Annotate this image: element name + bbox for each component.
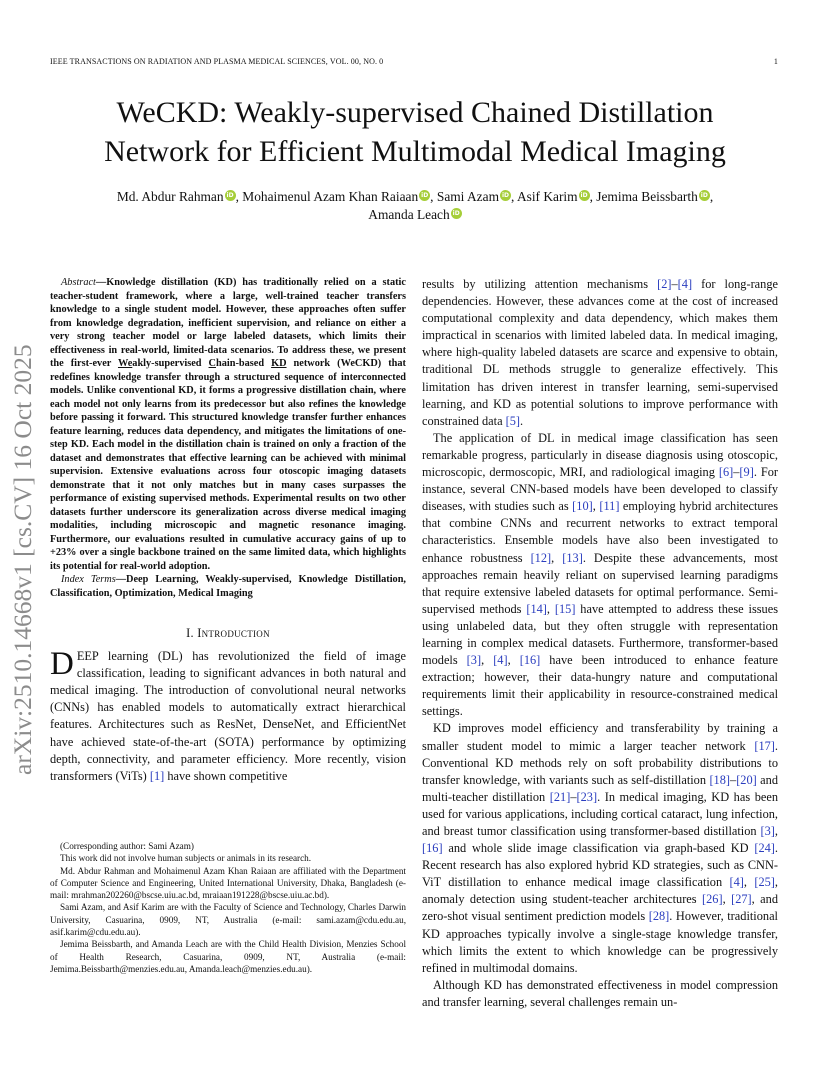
citation-link[interactable]: [3] xyxy=(760,824,775,838)
left-column xyxy=(50,276,406,785)
citation-link[interactable]: [3] xyxy=(466,653,482,668)
citation-link[interactable]: [16] xyxy=(519,653,541,668)
citation-link[interactable]: [14] xyxy=(526,601,547,616)
citation-link[interactable]: [10] xyxy=(572,499,593,514)
right-column xyxy=(422,276,778,1011)
author-name: Sami Azam xyxy=(436,189,499,204)
footnote-affiliation: Jemima Beissbarth, and Amanda Leach are with the Child Health Division, Menzies School of Health Research, Casuarina, 0909, NT, Australia (e-mail: Jemima.Beissbarth@menzies.edu.au, Amanda.leach@menzies.edu.au). xyxy=(50,939,406,974)
citation-link[interactable]: [18] xyxy=(709,772,731,787)
citation-link[interactable]: [5] xyxy=(505,413,521,428)
paper-title-line-2: Network for Efficient Multimodal Medical Imaging xyxy=(104,135,726,168)
running-header xyxy=(50,57,778,66)
arxiv-identifier-stamp: arXiv:2510.14668v1 [cs.CV] 16 Oct 2025 xyxy=(8,344,37,775)
citation-link[interactable]: [21] xyxy=(549,789,571,804)
citation-link[interactable]: [4] xyxy=(677,277,693,291)
author-name: Asif Karim xyxy=(516,189,578,204)
intro-paragraph: DEEP learning (DL) has revolutionized the field of image classification, leading to significant advances in both natural and medical imaging. The introduction of convolutional neural networks (CNNs) has enabled models to automatically extract hierarchical features. Architectures such as ResNet, DenseNet, and EfficientNet have achieved state-of-the-art (SOTA) performance by optimizing depth, connectivity, and parameter efficiency. More recently, vision transformers (ViTs) [1] have shown competitive xyxy=(50,646,406,783)
citation-link[interactable]: [4] xyxy=(729,875,744,890)
footnote-corresponding: (Corresponding author: Sami Azam) xyxy=(60,841,194,851)
author-name: Jemima Beissbarth xyxy=(596,189,698,204)
body-paragraph: The application of DL in medical image classification has seen remarkable progress, particularly in disease diagnosis using otoscopic, microscopic, dermoscopic, MRI, and radiological imaging [6]–[9]. For instance, several CNN-based models have been developed to classify diseases, with studies such as [10], [11] employing hybrid architectures that combine CNNs and recurrent networks to extract temporal characteristics. Ensemble models have also been investigated to enhance robustness [12], [13]. Despite these advancements, most approaches remain heavily reliant on supervised learning paradigms that require extensive labeled datasets for optimal performance. Semi-supervised methods [14], [15] have attempted to address these issues using unlabeled data, but they often struggle with representation learning in complex medical datasets. Furthermore, transformer-based models [3], [4], [16] have been introduced to enhance feature extraction; however, their data-hungry nature and computational requirements limit their applicability in resource-constrained medical settings. xyxy=(422,430,779,719)
abstract: Abstract—Knowledge distillation (KD) has traditionally relied on a static teacher-student framework, where a large, well-trained teacher transfers knowledge to a single student model. However, these approaches often suffer from knowledge degradation, inefficient supervision, and reliance on either a very strong teacher model or large labeled datasets, which limits their effectiveness in real-world, limited-data scenarios. To address these, we present the first-ever Weakly-supervised Chain-based KD network (WeCKD) that redefines knowledge transfer through a structured sequence of interconnected models. Unlike conventional KD, it forms a progressive distillation chain, where each model not only learns from its predecessor but also refines the knowledge before passing it forward. This structured knowledge transfer further enhances feature learning, reduces data dependency, and mitigates the limitations of one-step KD. Each model in the distillation chain is trained on only a fraction of the dataset and demonstrates that effective learning can be achieved with minimal supervision. Extensive evaluations across four otoscopic imaging datasets demonstrate that it not only matches but in many cases surpasses the performance of existing supervised methods. Experimental results on two other datasets further underscore its generalization across diverse medical imaging modalities, including microscopic and magnetic resonance imaging. Furthermore, our evaluations resulted in cumulative accuracy gains of up to +23% over a single backbone trained on the same limited data, which highlights its potential for real-world adoption. xyxy=(50,277,406,572)
citation-link[interactable]: [4] xyxy=(493,653,508,668)
footnote-ethics: This work did not involve human subjects or animals in its research. xyxy=(60,853,312,864)
author-list: Md. Abdur Rahman iD , Mohaimenul Azam Khan Raiaan iD , Sami Azam iD , Asif Karim iD , Jemima Beissbarth iD , Amanda Leach iD xyxy=(116,189,714,222)
footnotes xyxy=(50,840,406,975)
citation-link[interactable]: [11] xyxy=(599,499,620,514)
citation-link[interactable]: [16] xyxy=(422,841,443,856)
orcid-icon[interactable]: iD xyxy=(226,192,234,199)
footnote-affiliation: Md. Abdur Rahman and Mohaimenul Azam Khan Raiaan are affiliated with the Department of Computer Science and Engineering, United International University, Dhaka, Bangladesh (e-mail: mrahman202260@bscse.uiu.ac.bd, mraiaan191228@bscse.uiu.ac.bd). xyxy=(50,865,406,901)
orcid-icon[interactable]: iD xyxy=(700,192,708,199)
drop-cap: D xyxy=(50,646,74,683)
citation-link[interactable]: [15] xyxy=(554,601,576,616)
journal-name: IEEE TRANSACTIONS ON RADIATION AND PLASMA MEDICAL SCIENCES, VOL. 00, NO. 0 xyxy=(50,57,384,66)
index-terms-label: Index Terms xyxy=(61,574,116,585)
body-paragraph: Although KD has demonstrated effectiveness in model compression and transfer learning, several challenges remain un- xyxy=(422,977,778,1009)
orcid-icon[interactable]: iD xyxy=(452,210,460,217)
author-name: Amanda Leach xyxy=(368,207,450,222)
page-number: 1 xyxy=(773,57,778,66)
citation-link[interactable]: [25] xyxy=(754,875,775,890)
citation-link[interactable]: [2] xyxy=(657,277,672,291)
orcid-icon[interactable]: iD xyxy=(501,192,509,199)
body-paragraph: KD improves model efficiency and transferability by training a smaller student model to mimic a larger teacher network [17]. Conventional KD methods rely on soft probability distributions to transfer knowledge, with variants such as self-distillation [18]–[20] and multi-teacher distillation [21]–[23]. In medical imaging, KD has been used for various applications, including cortical cataract, lung infection, and breast tumor classification using transformer-based distillation [3], [16] and whole slide image classification via graph-based KD [24]. Recent research has also explored hybrid KD strategies, such as CNN-ViT distillation to enhance medical image classification [4], [25], anomaly detection using student-teacher architectures [26], [27], and zero-shot visual sentiment prediction models [28]. However, traditional KD approaches typically involve a single-stage knowledge transfer, which limits the extent to which knowledge can be progressively refined in multimodal domains. xyxy=(422,721,779,975)
citation-link[interactable]: [27] xyxy=(731,892,752,907)
author-name: Mohaimenul Azam Khan Raiaan xyxy=(242,189,419,204)
citation-link[interactable]: [13] xyxy=(562,550,583,565)
citation-link[interactable]: [12] xyxy=(530,550,552,565)
orcid-icon[interactable]: iD xyxy=(421,192,429,199)
author-name: Md. Abdur Rahman xyxy=(116,189,224,204)
footnote-affiliation: Sami Azam, and Asif Karim are with the Faculty of Science and Technology, Charles Darwin University, Casuarina, 0909, NT, Australia (e-mail: sami.azam@cdu.edu.au, asif.karim@cdu.edu.au). xyxy=(50,902,406,938)
citation-link[interactable]: [17] xyxy=(754,738,775,753)
citation-link[interactable]: [1] xyxy=(149,768,165,783)
citation-link[interactable]: [9] xyxy=(739,465,754,480)
citation-link[interactable]: [28] xyxy=(648,909,670,924)
citation-link[interactable]: [24] xyxy=(754,841,775,856)
paper-title-line-1: WeCKD: Weakly-supervised Chained Distillation xyxy=(116,96,714,129)
citation-link[interactable]: [26] xyxy=(702,892,723,907)
section-heading-introduction: I. Introduction xyxy=(186,626,270,640)
citation-link[interactable]: [23] xyxy=(576,789,598,804)
index-terms: Index Terms—Deep Learning, Weakly-supervised, Knowledge Distillation, Classification, Optimization, Medical Imaging xyxy=(50,574,406,599)
paper-title xyxy=(40,93,790,171)
body-paragraph: results by utilizing attention mechanisms [2]–[4] for long-range dependencies. However, these advances come at the cost of increased computational complexity and data dependency, which makes them impractical in scenarios with limited labeled data. In medical imaging, where high-quality labeled datasets are scarce and expensive to obtain, traditional DL methods struggle to generalize effectively. This limitation has driven interest in transfer learning, semi-supervised learning, and KD as potential solutions to improve performance with constrained data [5]. xyxy=(422,277,778,428)
abstract-label: Abstract xyxy=(61,277,96,288)
citation-link[interactable]: [6] xyxy=(718,465,734,480)
citation-link[interactable]: [20] xyxy=(736,772,757,787)
orcid-icon[interactable]: iD xyxy=(580,192,588,199)
